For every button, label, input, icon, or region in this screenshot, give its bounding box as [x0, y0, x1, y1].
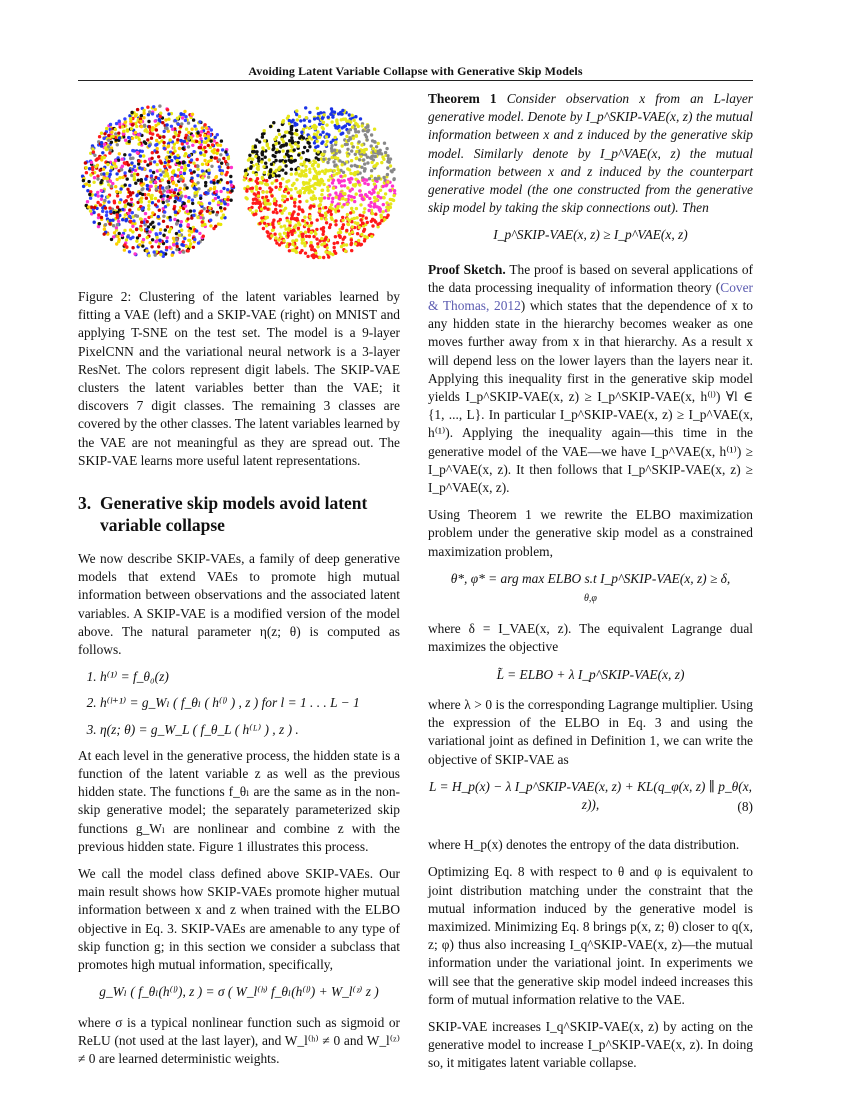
entropy-paragraph: where H_p(x) denotes the entropy of the data distribution.	[428, 837, 740, 853]
section-heading	[78, 492, 400, 536]
skip-vae-scatter	[243, 106, 397, 259]
list-item: 3. η(z; θ) = g_W_L ( f_θ_L ( h⁽ᴸ⁾ ) , z ) .	[100, 721, 400, 739]
right-column	[428, 90, 753, 1082]
proof-text-b: ) which states that the dependence of x to any hidden state in the hierarchy becomes weaker as one moves further away from x in that hierarchy. As a result x will depend less on the lower layers than the layers near it. Applying this inequality first in the generative skip model yields I_p^SKIP-VAE(x, z) ≥ I_p^SKIP-VAE(x, h⁽ˡ⁾) ∀l ∈ {1, ..., L}. In particular I_p^SKIP-VAE(x, z) ≥ I_p^VAE(x, h⁽¹⁾). Applying the inequality again—this time in the generative model of the VAE—we have I_p^VAE(x, h⁽¹⁾) ≥ I_p^VAE(x, z). It then follows that I_p^SKIP-VAE(x, z) ≥ I_p^VAE(x, z).	[428, 298, 753, 496]
header-rule	[78, 80, 753, 81]
figure-caption	[78, 288, 400, 470]
elbo-paragraph: Using Theorem 1 we rewrite the ELBO maximization problem under the generative skip model as a constrained maximization problem,	[428, 507, 753, 559]
objective-expression: L = H_p(x) − λ I_p^SKIP-VAE(x, z) + KL(q_φ(x, z) ∥ p_θ(x, z)),	[428, 778, 752, 812]
section-paragraph-4: where σ is a typical nonlinear function such as sigmoid or ReLU (not used at the last layer), and W_l⁽ʰ⁾ ≠ 0 and W_l⁽ᶻ⁾ ≠ 0 are learned deterministic weights.	[78, 1014, 400, 1066]
lambda-paragraph: where λ > 0 is the corresponding Lagrange multiplier. Using the expression of the ELBO in Eq. 3 and using the variational joint as defined in Definition 1, we can write the objective of SKIP-VAE as	[428, 696, 753, 767]
list-item: 2. h⁽ˡ⁺¹⁾ = g_Wₗ ( f_θₗ ( h⁽ˡ⁾ ) , z ) for l = 1 . . . L − 1	[100, 694, 400, 712]
conclusion-paragraph: SKIP-VAE increases I_q^SKIP-VAE(x, z) by acting on the generative model to increase I_p^SKIP-VAE(x, z). In doing so, it mitigates latent variable collapse.	[428, 1018, 753, 1071]
running-title: Avoiding Latent Variable Collapse with Generative Skip Models	[248, 64, 583, 78]
skip-function-equation: g_Wₗ ( f_θₗ(h⁽ˡ⁾), z ) = σ ( W_l⁽ʰ⁾ f_θₗ(h⁽ˡ⁾) + W_l⁽ᶻ⁾ z )	[99, 984, 379, 1000]
section-paragraph-3: We call the model class defined above SKIP-VAEs. Our main result shows how SKIP-VAEs promote higher mutual information between x and z when trained with the ELBO objective in Eq. 3. SKIP-VAEs are amenable to any type of skip function g; in this section we consider a subclass that promotes high mutual information, specifically,	[78, 866, 400, 973]
theorem-label: Theorem 1	[428, 91, 497, 106]
section-paragraph-1: We now describe SKIP-VAEs, a family of deep generative models that extend VAEs to promote high mutual information between observations and the associated latent variables. A SKIP-VAE is a modified version of the model above. The natural parameter η(z; θ) is computed as follows.	[78, 551, 400, 658]
proof-text-a: The proof is based on several applications of the data processing inequality of information theory (	[428, 261, 753, 295]
section-number: 3.	[78, 493, 92, 514]
caption-label: Figure 2:	[78, 289, 132, 304]
optimization-paragraph: Optimizing Eq. 8 with respect to θ and φ is equivalent to joint distribution matching under the constraint that the mutual information induced by the generative model is maximized. Minimizing Eq. 8 brings p(x, z; θ) closer to q(x, z; φ) thus also increasing I_q^SKIP-VAE(x, z)—the mutual information under the variational joint. In experiments we will see that the generative skip model indeed increases this form of mutual information relative to the VAE.	[428, 864, 753, 1007]
theorem-1	[428, 90, 753, 217]
optimization-expression: θ*, φ* = arg max ELBO s.t I_p^SKIP-VAE(x, z) ≥ δ,	[450, 570, 731, 586]
equation-number: (8)	[737, 798, 753, 814]
objective-equation	[428, 778, 753, 814]
section-title: Generative skip models avoid latent variable collapse	[100, 493, 368, 536]
caption-text: Clustering of the latent variables learned by fitting a VAE (left) and a SKIP-VAE (right) on MNIST and applying T-SNE on the test set. The model is a 9-layer PixelCNN and the variational neural network is a 3-layer ResNet. The colors represent digit labels. The SKIP-VAE clusters the latent variables better than the VAE; it discovers 7 digit classes. The remaining 3 classes are covered by the other classes. The latent variables learned by the VAE are not meaningful as they are spread out. The SKIP-VAE learns more useful latent representations.	[78, 289, 400, 468]
lagrangian-equation: L̃ = ELBO + λ I_p^SKIP-VAE(x, z)	[496, 666, 685, 682]
delta-paragraph: where δ = I_VAE(x, z). The equivalent Lagrange dual maximizes the objective	[428, 621, 753, 655]
list-item: 1. h⁽¹⁾ = f_θ₀(z)	[100, 668, 400, 686]
vae-scatter	[81, 104, 235, 258]
constrained-optimization-equation	[428, 570, 753, 608]
tsne-scatter-plots	[78, 90, 400, 270]
citation-link[interactable]: Cover & Thomas, 2012	[428, 279, 753, 314]
generative-steps-list	[78, 668, 400, 739]
theorem-equation: I_p^SKIP-VAE(x, z) ≥ I_p^VAE(x, z)	[493, 227, 688, 243]
proof-sketch	[428, 261, 753, 498]
section-paragraph-2: At each level in the generative process, the hidden state is a function of the latent variable z as well as the previous hidden state. The functions f_θₗ are the same as in the non-skip generative model; the separately parameterized skip functions g_Wₗ are nonlinear and combine z with the previous hidden state. Figure 1 illustrates this process.	[78, 747, 400, 854]
figure-2	[78, 90, 400, 270]
left-column	[78, 90, 400, 1077]
theorem-text: Consider observation x from an L-layer generative model. Denote by I_p^SKIP-VAE(x, z) the mutual information between x and z induced by the generative skip model. Similarly denote by I_p^VAE(x, z) the mutual information between x and z induced by the counterpart generative model (the one constructed from the generative skip model by taking the skip connections out). Then	[428, 91, 753, 216]
argmax-subscript: θ,φ	[584, 593, 597, 605]
proof-label: Proof Sketch.	[428, 261, 506, 277]
